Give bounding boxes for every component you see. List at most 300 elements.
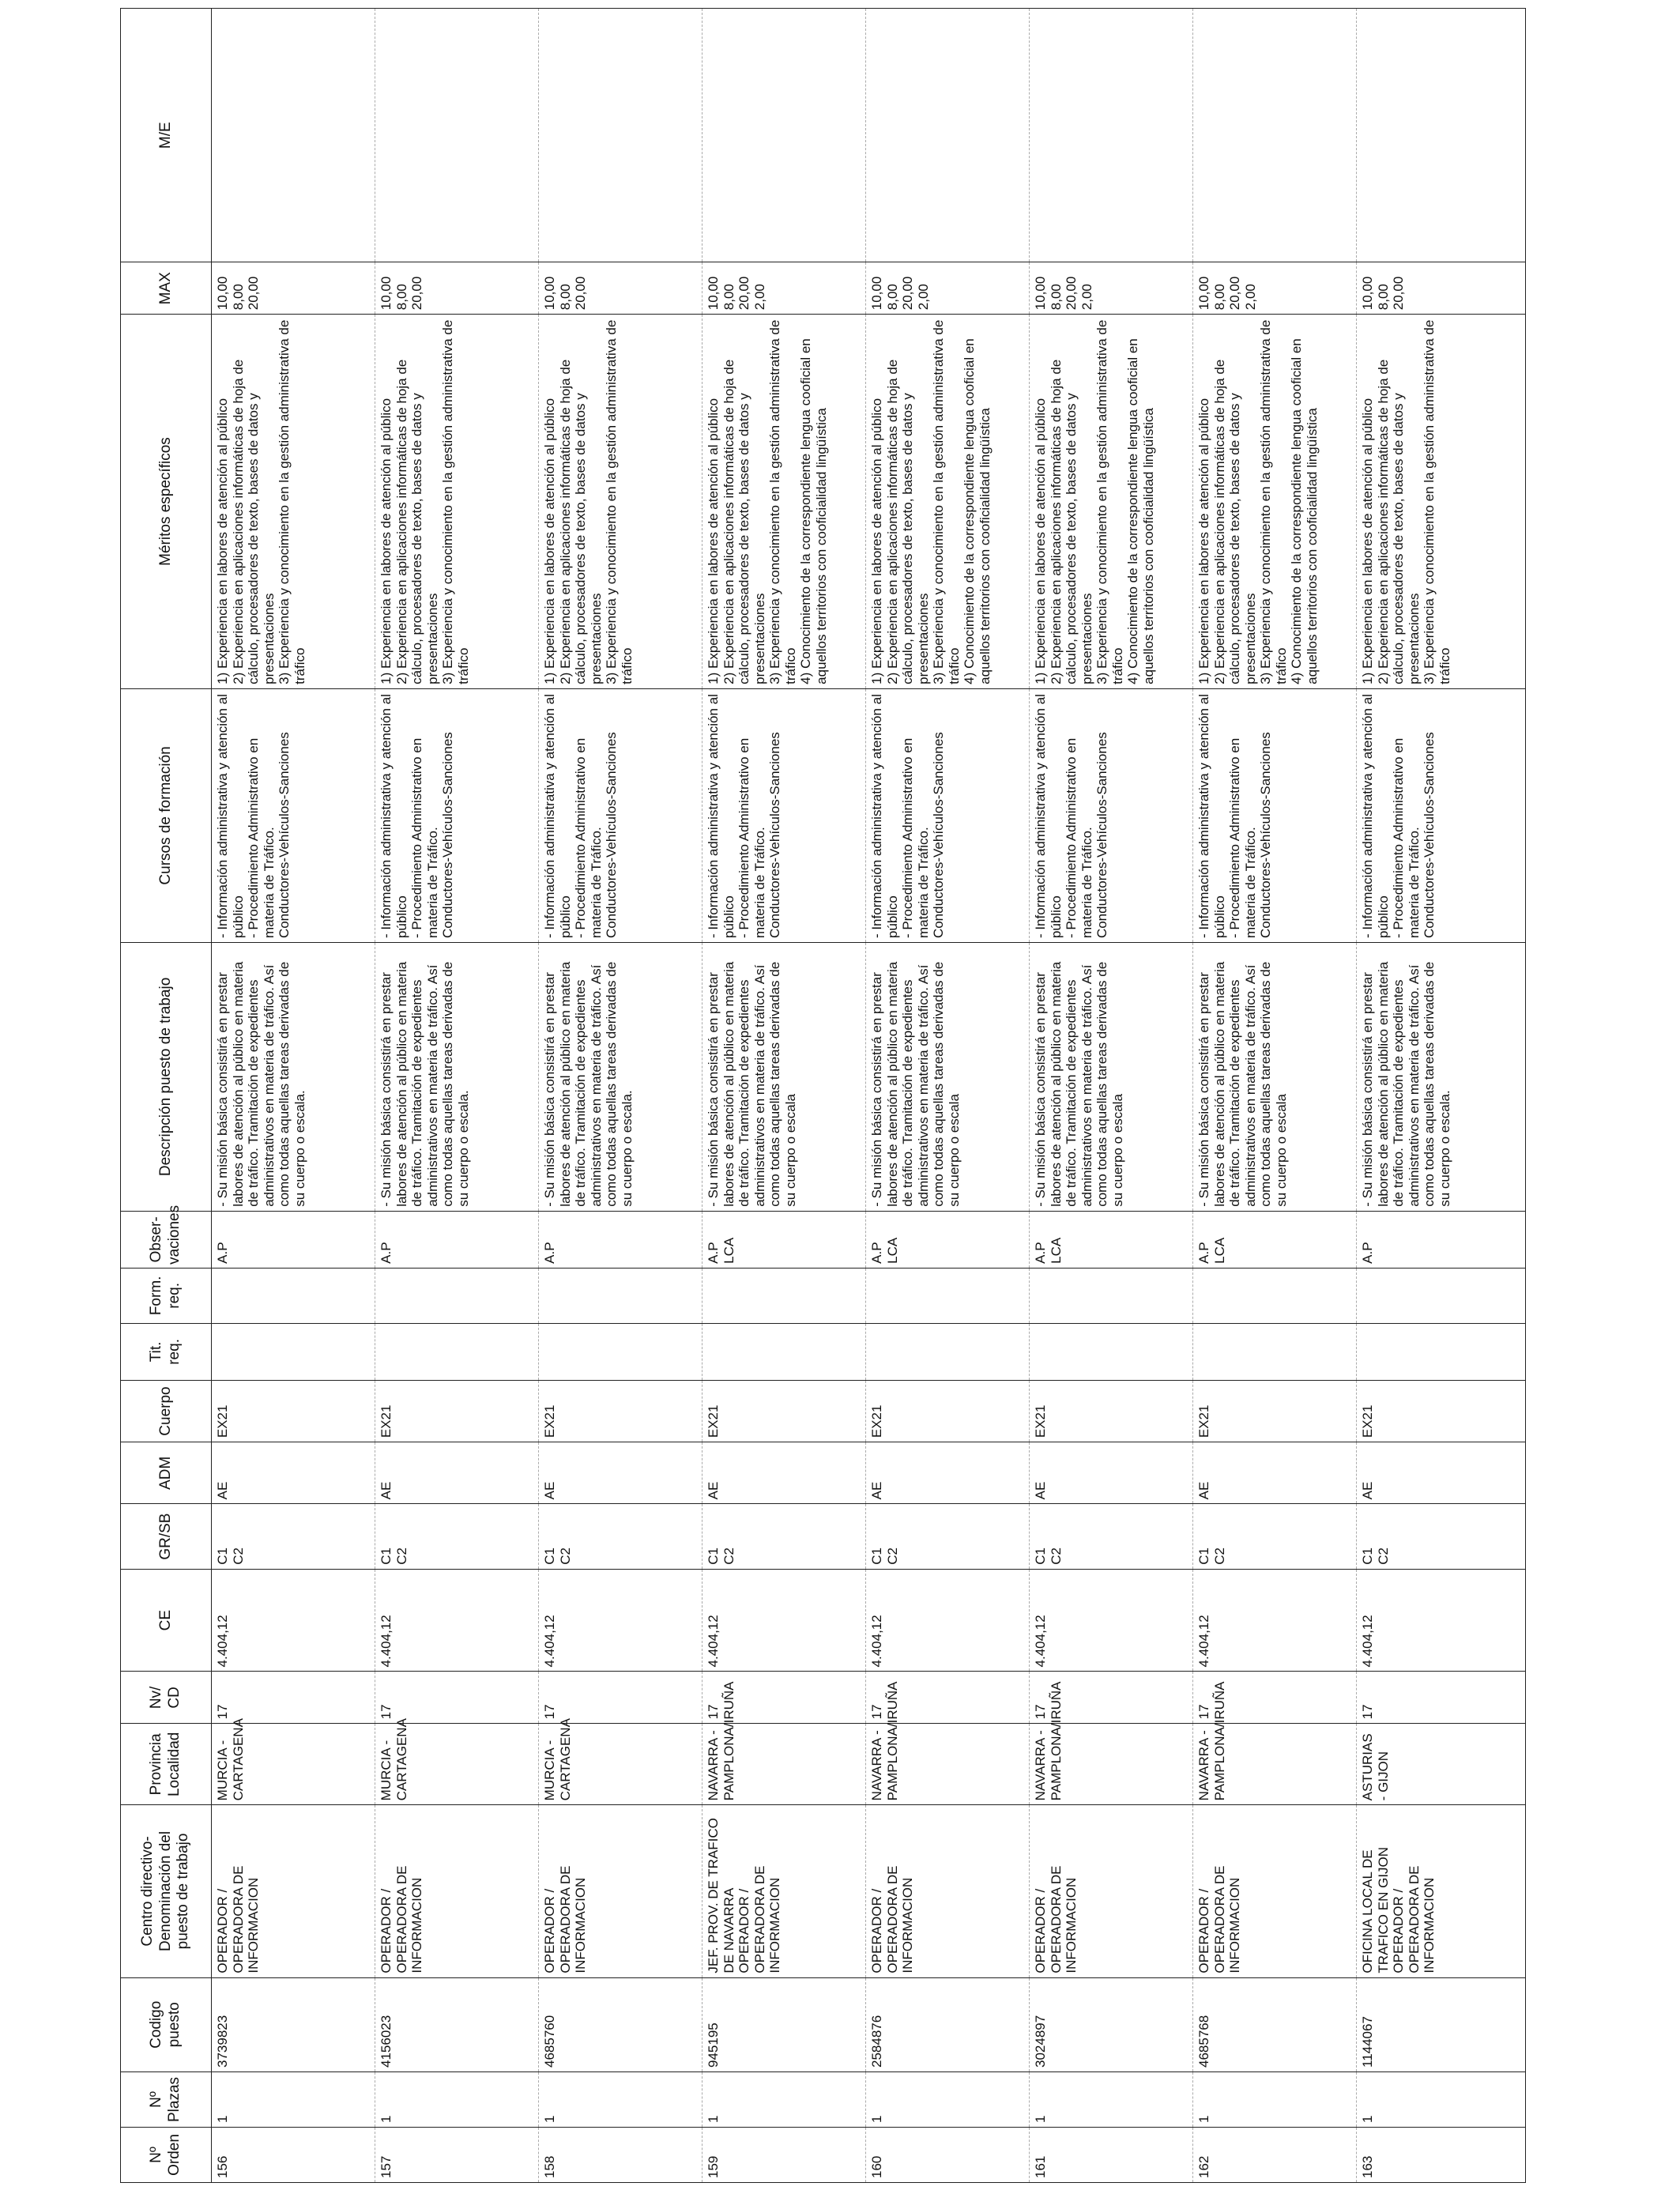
codigo-cell [1193,1977,1357,2071]
adm-cell [1030,1442,1193,1504]
cuerpo: EX21 [542,1404,557,1438]
grupo: C1 C2 [1360,1547,1391,1565]
provincia-cell [1357,1724,1526,1805]
max-value: 8,00 [394,284,409,311]
meritos-cell [703,315,866,689]
codigo: 4156023 [379,2015,394,2068]
descripcion-cell [703,943,866,1212]
cuerpo: EX21 [379,1404,394,1438]
ce-cell [1357,1569,1526,1672]
grupo-cell [1193,1504,1357,1569]
codigo: 4685768 [1196,2015,1211,2068]
header-orden: Nº Orden [121,2128,212,2183]
formacion-cell [375,1268,539,1323]
max-cell [1030,262,1193,315]
cursos: - Información administrativa y atención al público - Procedimiento Administrativo en materia de Tráfico. Conductores-Vehículos-Sanciones [542,694,620,939]
nivel: 17 [1196,1704,1211,1720]
cursos-cell [866,688,1030,942]
grupo-cell [703,1504,866,1569]
denominacion: OPERADOR / OPERADORA DE INFORMACION [869,1865,916,1973]
max-cell [375,262,539,315]
ce-cell [703,1569,866,1672]
max-value: 8,00 [557,284,573,311]
header-titulacion: Tit. req. [121,1323,212,1380]
cursos: - Información administrativa y atención al público - Procedimiento Administrativo en materia de Tráfico. Conductores-Vehículos-Sanciones [706,694,783,939]
max-value: 8,00 [1048,284,1064,311]
table-row [212,9,375,2183]
formacion-cell [866,1268,1030,1323]
plazas: 1 [1033,2115,1048,2123]
max-value: 20,00 [900,276,916,311]
cursos: - Información administrativa y atención al público - Procedimiento Administrativo en materia de Tráfico. Conductores-Vehículos-Sanciones [1033,694,1110,939]
orden-cell [212,2128,375,2183]
max-value: 10,00 [542,276,557,311]
grupo: C1 C2 [706,1547,736,1565]
formacion-cell [539,1268,703,1323]
nivel: 17 [542,1704,557,1720]
nivel: 17 [215,1704,230,1720]
orden: 162 [1196,2155,1211,2178]
codigo: 3739823 [215,2015,230,2068]
denominacion: OPERADOR / OPERADORA DE INFORMACION [1391,1865,1437,1973]
descripcion: - Su misión básica consistirá en prestar labores de atención al público en materia de tráfico. Tramitación de expedientes administrativos en materia de tráfico. Así como todas aquellas tareas derivadas de su cuerpo o escala [1196,961,1289,1207]
titulacion-cell [1193,1323,1357,1380]
codigo-cell [1030,1977,1193,2071]
cuerpo-cell [539,1380,703,1442]
max-cell [703,262,866,315]
max-value: 20,00 [573,276,589,311]
grupo-cell [1357,1504,1526,1569]
titulacion-cell [866,1323,1030,1380]
codigo-cell [212,1977,375,2071]
formacion-cell [703,1268,866,1323]
header-max: MAX [121,262,212,315]
ce: 4.404,12 [215,1615,230,1668]
formacion-cell [1030,1268,1193,1323]
descripcion: - Su misión básica consistirá en prestar labores de atención al público en materia de tráfico. Tramitación de expedientes administrativos en materia de tráfico. Así como todas aquellas tareas derivadas de su cuerpo o escala [869,961,962,1207]
header-row [121,9,212,2183]
orden-cell [1193,2128,1357,2183]
max-value: 20,00 [736,276,752,311]
max-value: 10,00 [215,276,230,311]
grupo-cell [212,1504,375,1569]
adm-cell [1193,1442,1357,1504]
max-cell [539,262,703,315]
nivel-cell [1357,1672,1526,1724]
centro-cell [1030,1805,1193,1977]
descripcion-cell [1193,943,1357,1212]
observaciones-cell [212,1211,375,1268]
me-cell [1193,9,1357,262]
max-value: 8,00 [721,284,736,311]
header-nivel: Nv/ CD [121,1672,212,1724]
observaciones-cell [1030,1211,1193,1268]
descripcion-cell [1030,943,1193,1212]
observaciones-cell [1357,1211,1526,1268]
cursos: - Información administrativa y atención al público - Procedimiento Administrativo en materia de Tráfico. Conductores-Vehículos-Sanciones [215,694,292,939]
table-row [1193,9,1357,2183]
centro-header: JEF. PROV. DE TRAFICO DE NAVARRA [706,1818,736,1973]
nivel-cell [375,1672,539,1724]
max-value: 20,00 [1227,276,1243,311]
denominacion: OPERADOR / OPERADORA DE INFORMACION [1033,1865,1079,1973]
cursos-cell [375,688,539,942]
ce: 4.404,12 [379,1615,394,1668]
orden: 159 [706,2155,721,2178]
centro-cell [375,1805,539,1977]
cuerpo: EX21 [1033,1404,1048,1438]
centro-header: OFICINA LOCAL DE TRAFICO EN GIJON [1360,1846,1391,1973]
grupo: C1 C2 [379,1547,409,1565]
adm-cell [1357,1442,1526,1504]
titulacion-cell [1357,1323,1526,1380]
nivel-cell [539,1672,703,1724]
me-cell [1030,9,1193,262]
ce-cell [539,1569,703,1672]
table-row [1030,9,1193,2183]
max-value: 20,00 [1064,276,1079,311]
provincia: NAVARRA - PAMPLONA/IRUÑA [706,1681,736,1801]
cursos-cell [1030,688,1193,942]
cursos: - Información administrativa y atención al público - Procedimiento Administrativo en materia de Tráfico. Conductores-Vehículos-Sanciones [1196,694,1274,939]
meritos: 1) Experiencia en labores de atención al público 2) Experiencia en aplicaciones informáticas de hoja de cálculo, procesadores de texto, bases de datos y presentaciones 3) Experiencia y conocimiento en la gestión administrativa de tráfico [1360,319,1452,684]
cuerpo-cell [375,1380,539,1442]
orden: 158 [542,2155,557,2178]
header-ce: CE [121,1569,212,1672]
meritos: 1) Experiencia en labores de atención al público 2) Experiencia en aplicaciones informáticas de hoja de cálculo, procesadores de texto, bases de datos y presentaciones 3) Experiencia y conocimiento en la gestión administrativa de tráfico 4) Conocimiento de la correspondiente lengua cooficial en aquellos territorios con cooficialidad lingüística [1033,319,1156,684]
meritos-cell [1030,315,1193,689]
codigo-cell [703,1977,866,2071]
observaciones: A.P LCA [1196,1237,1227,1264]
header-plazas: Nº Plazas [121,2072,212,2128]
max-cell [1357,262,1526,315]
meritos-cell [375,315,539,689]
descripcion-cell [1357,943,1526,1212]
cuerpo: EX21 [706,1404,721,1438]
orden: 163 [1360,2155,1375,2178]
observaciones: A.P [215,1242,230,1264]
header-observaciones: Obser-vaciones [121,1211,212,1268]
centro-cell [866,1805,1030,1977]
table-row [375,9,539,2183]
cuerpo: EX21 [1196,1404,1211,1438]
grupo-cell [866,1504,1030,1569]
observaciones-cell [375,1211,539,1268]
descripcion-cell [539,943,703,1212]
max-cell [1193,262,1357,315]
table-row [1357,9,1526,2183]
grupo: C1 C2 [1196,1547,1227,1565]
max-value: 10,00 [706,276,721,311]
grupo-cell [539,1504,703,1569]
plazas: 1 [706,2115,721,2123]
max-value: 10,00 [1196,276,1211,311]
codigo-cell [539,1977,703,2071]
meritos-cell [1193,315,1357,689]
plazas-cell [375,2072,539,2128]
plazas-cell [1030,2072,1193,2128]
cursos: - Información administrativa y atención al público - Procedimiento Administrativo en materia de Tráfico. Conductores-Vehículos-Sanciones [1360,694,1437,939]
orden-cell [375,2128,539,2183]
header-adm: ADM [121,1442,212,1504]
adm-cell [703,1442,866,1504]
cuerpo-cell [703,1380,866,1442]
nivel-cell [212,1672,375,1724]
me-cell [539,9,703,262]
observaciones-cell [866,1211,1030,1268]
adm-cell [212,1442,375,1504]
meritos: 1) Experiencia en labores de atención al público 2) Experiencia en aplicaciones informáticas de hoja de cálculo, procesadores de texto, bases de datos y presentaciones 3) Experiencia y conocimiento en la gestión administrativa de tráfico 4) Conocimiento de la correspondiente lengua cooficial en aquellos territorios con cooficialidad lingüística [869,319,993,684]
orden: 157 [379,2155,394,2178]
cuerpo: EX21 [869,1404,884,1438]
me-cell [703,9,866,262]
header-meritos: Méritos específicos [121,315,212,689]
formacion-cell [1357,1268,1526,1323]
observaciones: A.P LCA [706,1237,736,1264]
max-value: 2,00 [751,284,767,311]
descripcion: - Su misión básica consistirá en prestar labores de atención al público en materia de tráfico. Tramitación de expedientes administrativos en materia de tráfico. Así como todas aquellas tareas derivadas de su cuerpo o escala [1033,961,1125,1207]
nivel: 17 [1360,1704,1375,1720]
provincia: MURCIA - CARTAGENA [379,1718,409,1801]
job-positions-table [120,8,1526,2183]
max-value: 8,00 [230,284,246,311]
cursos-cell [703,688,866,942]
header-grupo: GR/SB [121,1504,212,1569]
header-formacion: Form. req. [121,1268,212,1323]
max-value: 10,00 [379,276,394,311]
plazas-cell [1357,2072,1526,2128]
table-body [212,9,1526,2183]
adm: AE [1196,1481,1211,1500]
max-cell [212,262,375,315]
denominacion: OPERADOR / OPERADORA DE INFORMACION [542,1865,589,1973]
observaciones: A.P [542,1242,557,1264]
codigo: 4685760 [542,2015,557,2068]
max-value: 10,00 [1360,276,1375,311]
codigo: 3024897 [1033,2015,1048,2068]
descripcion: - Su misión básica consistirá en prestar labores de atención al público en materia de tráfico. Tramitación de expedientes administrativos en materia de tráfico. Así como todas aquellas tareas derivadas de su cuerpo o escala. [379,961,471,1207]
observaciones-cell [1193,1211,1357,1268]
meritos-cell [212,315,375,689]
plazas: 1 [542,2115,557,2123]
adm: AE [1360,1481,1375,1500]
codigo-cell [1357,1977,1526,2071]
observaciones-cell [539,1211,703,1268]
codigo-cell [866,1977,1030,2071]
nivel: 17 [379,1704,394,1720]
ce: 4.404,12 [542,1615,557,1668]
ce: 4.404,12 [1033,1615,1048,1668]
adm-cell [539,1442,703,1504]
grupo: C1 C2 [869,1547,900,1565]
nivel: 17 [706,1704,721,1720]
table-row [539,9,703,2183]
grupo-cell [1030,1504,1193,1569]
denominacion: OPERADOR / OPERADORA DE INFORMACION [379,1865,425,1973]
header-cuerpo: Cuerpo [121,1380,212,1442]
plazas: 1 [379,2115,394,2123]
header-provincia: Provincia Localidad [121,1724,212,1805]
max-value: 8,00 [884,284,900,311]
descripcion: - Su misión básica consistirá en prestar labores de atención al público en materia de tráfico. Tramitación de expedientes administrativos en materia de tráfico. Así como todas aquellas tareas derivadas de su cuerpo o escala. [1360,961,1452,1207]
orden: 160 [869,2155,884,2178]
orden: 156 [215,2155,230,2178]
max-value: 2,00 [1242,284,1258,311]
max-value: 10,00 [869,276,884,311]
denominacion: OPERADOR / OPERADORA DE INFORMACION [1196,1865,1243,1973]
descripcion-cell [375,943,539,1212]
centro-cell [539,1805,703,1977]
titulacion-cell [375,1323,539,1380]
adm: AE [869,1481,884,1500]
formacion-cell [1193,1268,1357,1323]
observaciones-cell [703,1211,866,1268]
plazas-cell [539,2072,703,2128]
observaciones: A.P [379,1242,394,1264]
observaciones: A.P LCA [869,1237,900,1264]
ce: 4.404,12 [1196,1615,1211,1668]
cuerpo-cell [1030,1380,1193,1442]
adm: AE [215,1481,230,1500]
adm-cell [375,1442,539,1504]
ce-cell [1030,1569,1193,1672]
centro-cell [1357,1805,1526,1977]
centro-cell [212,1805,375,1977]
adm: AE [1033,1481,1048,1500]
plazas-cell [866,2072,1030,2128]
provincia: NAVARRA - PAMPLONA/IRUÑA [869,1681,900,1801]
provincia: MURCIA - CARTAGENA [215,1718,246,1801]
header-descripcion: Descripción puesto de trabajo [121,943,212,1212]
codigo: 1144067 [1360,2016,1375,2068]
ce: 4.404,12 [706,1615,721,1668]
provincia: NAVARRA - PAMPLONA/IRUÑA [1196,1681,1227,1801]
orden-cell [866,2128,1030,2183]
plazas-cell [703,2072,866,2128]
orden-cell [703,2128,866,2183]
codigo: 945195 [706,2022,721,2068]
adm: AE [706,1481,721,1500]
ce-cell [212,1569,375,1672]
titulacion-cell [703,1323,866,1380]
provincia: NAVARRA - PAMPLONA/IRUÑA [1033,1681,1064,1801]
centro-cell [703,1805,866,1977]
max-value: 20,00 [246,276,262,311]
ce: 4.404,12 [1360,1615,1375,1668]
observaciones: A.P [1360,1242,1375,1264]
orden-cell [539,2128,703,2183]
observaciones: A.P LCA [1033,1237,1064,1264]
provincia-cell [539,1718,703,1805]
cuerpo-cell [866,1380,1030,1442]
descripcion-cell [866,943,1030,1212]
orden-cell [1357,2128,1526,2183]
meritos-cell [866,315,1030,689]
cuerpo-cell [212,1380,375,1442]
plazas: 1 [869,2115,884,2123]
max-value: 2,00 [915,284,931,311]
cursos-cell [1193,688,1357,942]
me-cell [866,9,1030,262]
provincia-cell [375,1718,539,1805]
meritos-cell [1357,315,1526,689]
meritos: 1) Experiencia en labores de atención al público 2) Experiencia en aplicaciones informáticas de hoja de cálculo, procesadores de texto, bases de datos y presentaciones 3) Experiencia y conocimiento en la gestión administrativa de tráfico 4) Conocimiento de la correspondiente lengua cooficial en aquellos territorios con cooficialidad lingüística [706,319,829,684]
denominacion: OPERADOR / OPERADORA DE INFORMACION [215,1865,262,1973]
plazas-cell [1193,2072,1357,2128]
me-cell [1357,9,1526,262]
max-value: 8,00 [1375,284,1391,311]
cuerpo-cell [1193,1380,1357,1442]
header-cursos: Cursos de formación [121,688,212,942]
cursos: - Información administrativa y atención al público - Procedimiento Administrativo en materia de Tráfico. Conductores-Vehículos-Sanciones [379,694,456,939]
grupo-cell [375,1504,539,1569]
plazas-cell [212,2072,375,2128]
me-cell [212,9,375,262]
table-row [866,9,1030,2183]
provincia: MURCIA - CARTAGENA [542,1718,573,1801]
max-value: 10,00 [1033,276,1048,311]
adm: AE [379,1481,394,1500]
codigo: 2584876 [869,2015,884,2068]
nivel: 17 [1033,1704,1048,1720]
formacion-cell [212,1268,375,1323]
titulacion-cell [539,1323,703,1380]
grupo: C1 C2 [542,1547,573,1565]
provincia-cell [212,1718,375,1805]
ce: 4.404,12 [869,1615,884,1668]
orden: 161 [1033,2155,1048,2178]
header-centro: Centro directivo-Denominación del puesto de trabajo [121,1805,212,1977]
adm-cell [866,1442,1030,1504]
centro-cell [1193,1805,1357,1977]
max-value: 8,00 [1211,284,1227,311]
descripcion-cell [212,943,375,1212]
table-row [703,9,866,2183]
grupo: C1 C2 [215,1547,246,1565]
denominacion: OPERADOR / OPERADORA DE INFORMACION [736,1865,783,1973]
nivel: 17 [869,1704,884,1720]
descripcion: - Su misión básica consistirá en prestar labores de atención al público en materia de tráfico. Tramitación de expedientes administrativos en materia de tráfico. Así como todas aquellas tareas derivadas de su cuerpo o escala. [215,961,307,1207]
max-value: 20,00 [1391,276,1407,311]
plazas: 1 [1196,2115,1211,2123]
titulacion-cell [1030,1323,1193,1380]
cursos-cell [212,688,375,942]
max-cell [866,262,1030,315]
plazas: 1 [215,2115,230,2123]
ce-cell [866,1569,1030,1672]
plazas: 1 [1360,2115,1375,2123]
descripcion: - Su misión básica consistirá en prestar labores de atención al público en materia de tráfico. Tramitación de expedientes administrativos en materia de tráfico. Así como todas aquellas tareas derivadas de su cuerpo o escala [706,961,798,1207]
ce-cell [375,1569,539,1672]
header-me: M/E [121,9,212,262]
descripcion: - Su misión básica consistirá en prestar labores de atención al público en materia de tráfico. Tramitación de expedientes administrativos en materia de tráfico. Así como todas aquellas tareas derivadas de su cuerpo o escala. [542,961,635,1207]
provincia: ASTURIAS - GIJON [1360,1733,1391,1801]
codigo-cell [375,1977,539,2071]
cursos-cell [1357,688,1526,942]
meritos: 1) Experiencia en labores de atención al público 2) Experiencia en aplicaciones informáticas de hoja de cálculo, procesadores de texto, bases de datos y presentaciones 3) Experiencia y conocimiento en la gestión administrativa de tráfico [379,319,471,684]
cuerpo: EX21 [1360,1404,1375,1438]
orden-cell [1030,2128,1193,2183]
adm: AE [542,1481,557,1500]
max-value: 20,00 [409,276,425,311]
cursos: - Información administrativa y atención al público - Procedimiento Administrativo en materia de Tráfico. Conductores-Vehículos-Sanciones [869,694,947,939]
cursos-cell [539,688,703,942]
grupo: C1 C2 [1033,1547,1064,1565]
meritos: 1) Experiencia en labores de atención al público 2) Experiencia en aplicaciones informáticas de hoja de cálculo, procesadores de texto, bases de datos y presentaciones 3) Experiencia y conocimiento en la gestión administrativa de tráfico 4) Conocimiento de la correspondiente lengua cooficial en aquellos territorios con cooficialidad lingüística [1196,319,1320,684]
titulacion-cell [212,1323,375,1380]
header-codigo: Codigo puesto [121,1977,212,2071]
meritos: 1) Experiencia en labores de atención al público 2) Experiencia en aplicaciones informáticas de hoja de cálculo, procesadores de texto, bases de datos y presentaciones 3) Experiencia y conocimiento en la gestión administrativa de tráfico [542,319,635,684]
